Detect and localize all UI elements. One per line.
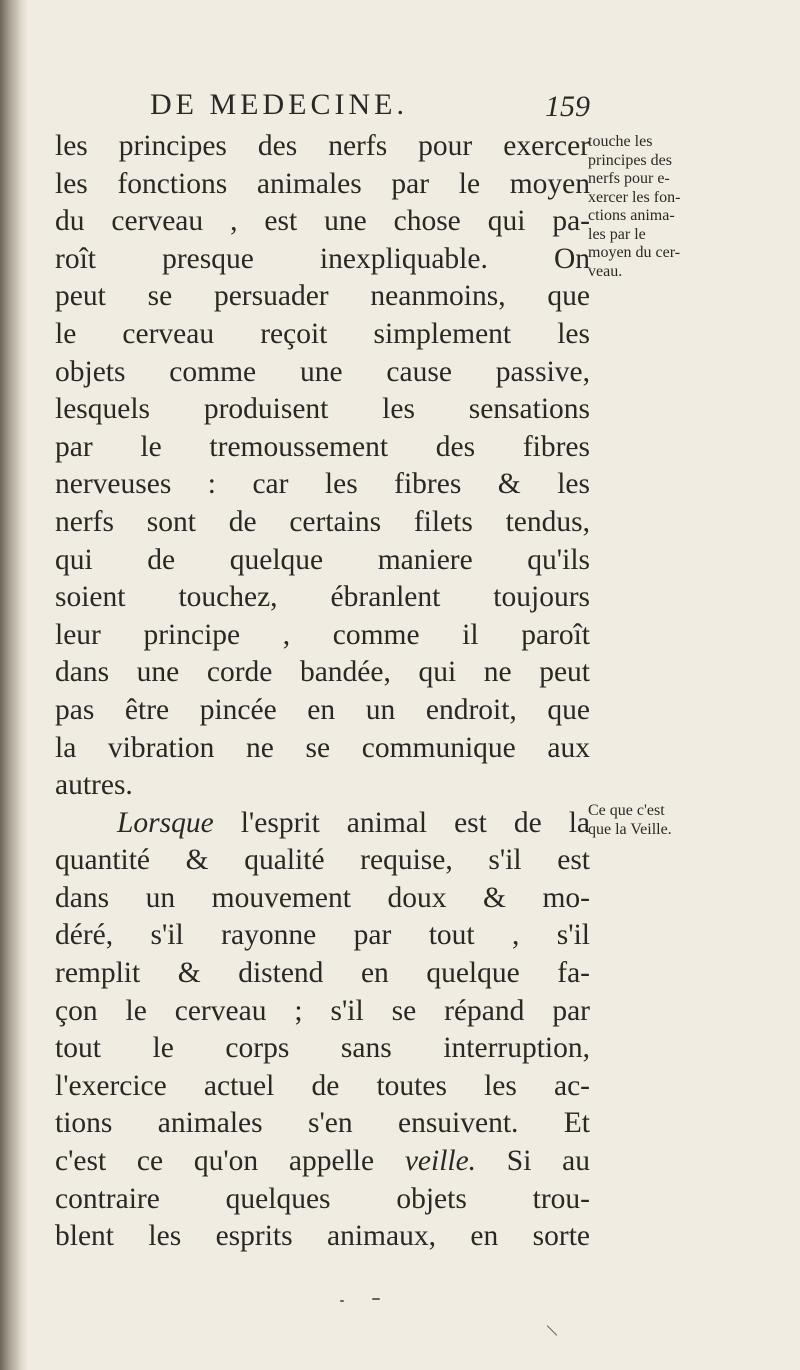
text-line: du cerveau , est une chose qui pa- xyxy=(55,205,590,238)
text-line: lesquels produisent les sensations xyxy=(55,393,590,426)
margin-note-line: les par le xyxy=(588,225,646,243)
text-line: déré, s'il rayonne par tout , s'il xyxy=(55,919,590,952)
text-line: le cerveau reçoit simplement les xyxy=(55,317,590,350)
text-line: çon le cerveau ; s'il se répand par xyxy=(55,994,590,1027)
margin-note-line: touche les xyxy=(588,133,653,150)
text-line: la vibration ne se communique aux xyxy=(55,731,590,764)
margin-note-line: que la Veille. xyxy=(588,820,672,838)
margin-note-line: xercer les fon- xyxy=(588,188,681,206)
paper-speck xyxy=(372,1298,380,1300)
text-line: Lorsque l'esprit animal est de la xyxy=(117,806,590,839)
text-line: leur principe , comme il paroît xyxy=(55,618,590,651)
text-line: roît presque inexpliquable. On xyxy=(55,242,590,275)
margin-note-veille xyxy=(588,802,788,839)
text-line: l'exercice actuel de toutes les ac- xyxy=(55,1069,590,1102)
margin-note-line: ctions anima- xyxy=(588,207,675,224)
text-line: nerveuses : car les fibres & les xyxy=(55,468,590,501)
margin-note-line: principes des xyxy=(588,151,672,169)
text-line: soient touchez, ébranlent toujours xyxy=(55,581,590,614)
text-line: objets comme une cause passive, xyxy=(55,355,590,388)
text-line: remplit & distend en quelque fa- xyxy=(55,957,590,990)
text-line: c'est ce qu'on appelle veille. Si au xyxy=(55,1145,590,1178)
text-line: blent les esprits animaux, en sorte xyxy=(55,1220,590,1253)
running-header xyxy=(150,88,600,128)
text-line: tout le corps sans interruption, xyxy=(55,1032,590,1065)
paper-mark xyxy=(547,1325,558,1336)
text-line: pas être pincée en un endroit, que xyxy=(55,693,590,726)
main-text-block xyxy=(55,128,590,1256)
text-line: les principes des nerfs pour exercer xyxy=(55,130,590,162)
margin-note-line: Ce que c'est xyxy=(588,802,665,819)
text-line: autres. xyxy=(55,769,133,802)
book-spine-shadow xyxy=(0,0,28,1370)
text-line: dans un mouvement doux & mo- xyxy=(55,881,590,914)
text-line: qui de quelque maniere qu'ils xyxy=(55,543,590,576)
margin-note-line: veau. xyxy=(588,262,623,280)
paper-speck xyxy=(340,1300,344,1302)
text-line: peut se persuader neanmoins, que xyxy=(55,280,590,313)
text-line: tions animales s'en ensuivent. Et xyxy=(55,1107,590,1140)
margin-note-line: nerfs pour e- xyxy=(588,170,670,187)
page-number: 159 xyxy=(545,90,590,123)
text-line: les fonctions animales par le moyen xyxy=(55,167,590,200)
text-line: dans une corde bandée, qui ne peut xyxy=(55,656,590,689)
text-line: par le tremoussement des fibres xyxy=(55,430,590,463)
text-line: nerfs sont de certains filets tendus, xyxy=(55,505,590,538)
margin-note-line: moyen du cer- xyxy=(588,244,681,261)
margin-note-nerves xyxy=(588,133,788,281)
text-line: contraire quelques objets trou- xyxy=(55,1182,590,1215)
text-line: quantité & qualité requise, s'il est xyxy=(55,844,590,877)
running-title: DE MEDECINE. xyxy=(150,88,408,121)
